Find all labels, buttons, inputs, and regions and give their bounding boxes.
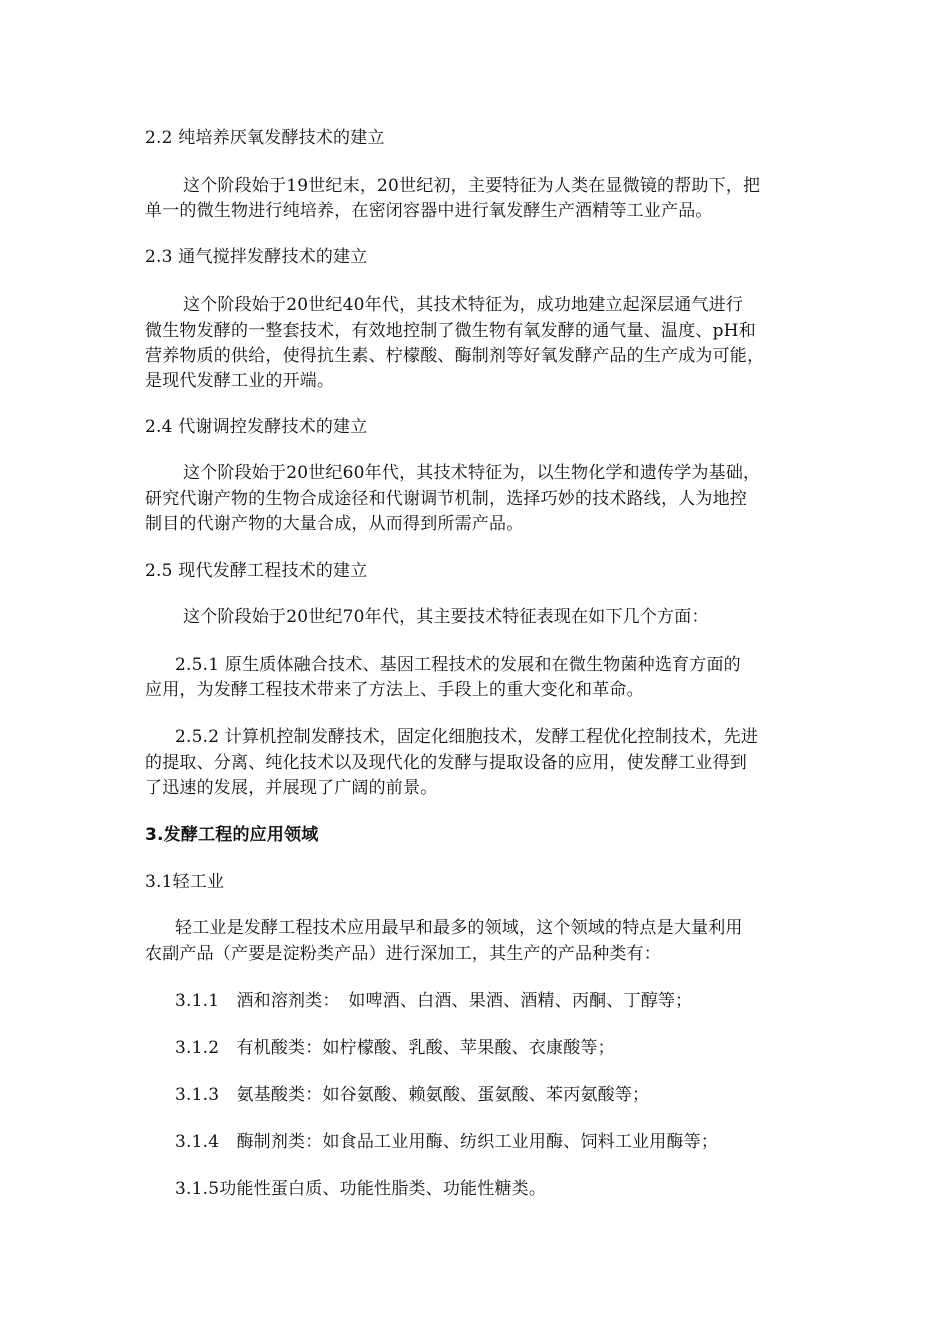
list-item: 3.1.3 氨基酸类：如谷氨酸、赖氨酸、蛋氨酸、苯丙氨酸等；: [175, 1085, 650, 1105]
list-item: 3.1.1 酒和溶剂类： 如啤酒、白酒、果酒、酒精、丙酮、丁醇等；: [175, 991, 693, 1011]
list-item: 3.1.4 酶制剂类：如食品工业用酶、纺织工业用酶、饲料工业用酶等；: [175, 1132, 719, 1152]
paragraph-line: 这个阶段始于19世纪末，20世纪初，主要特征为人类在显微镜的帮助下，把: [183, 176, 761, 196]
list-item: 3.1.2 有机酸类：如柠檬酸、乳酸、苹果酸、衣康酸等；: [175, 1038, 615, 1058]
paragraph-line: 研究代谢产物的生物合成途径和代谢调节机制，选择巧妙的技术路线，人为地控: [145, 489, 747, 509]
paragraph-line: 这个阶段始于20世纪70年代，其主要技术特征表现在如下几个方面：: [183, 607, 709, 627]
list-item: 3.1.5功能性蛋白质、功能性脂类、功能性糖类。: [175, 1179, 547, 1199]
paragraph-line: 农副产品（产要是淀粉类产品）进行深加工，其生产的产品种类有：: [145, 944, 661, 964]
paragraph-line: 2.5.2 计算机控制发酵技术，固定化细胞技术，发酵工程优化控制技术，先进: [175, 727, 759, 747]
section-heading-3: 3.发酵工程的应用领域: [145, 825, 319, 845]
section-heading-2-2: 2.2 纯培养厌氧发酵技术的建立: [145, 128, 385, 148]
paragraph-line: 单一的微生物进行纯培养，在密闭容器中进行氧发酵生产酒精等工业产品。: [145, 201, 713, 221]
paragraph-line: 2.5.1 原生质体融合技术、基因工程技术的发展和在微生物菌种选育方面的: [175, 655, 741, 675]
paragraph-line: 微生物发酵的一整套技术，有效地控制了微生物有氧发酵的通气量、温度、pH和: [145, 321, 756, 341]
paragraph-line: 是现代发酵工业的开端。: [145, 371, 335, 391]
paragraph-line: 应用，为发酵工程技术带来了方法上、手段上的重大变化和革命。: [145, 680, 644, 700]
paragraph-line: 这个阶段始于20世纪40年代，其技术特征为，成功地建立起深层通气进行: [183, 295, 744, 315]
paragraph-line: 了迅速的发展，并展现了广阔的前景。: [145, 778, 438, 798]
section-heading-2-4: 2.4 代谢调控发酵技术的建立: [145, 417, 368, 437]
paragraph-line: 营养物质的供给，使得抗生素、柠檬酸、酶制剂等好氧发酵产品的生产成为可能，: [145, 346, 765, 366]
section-heading-2-3: 2.3 通气搅拌发酵技术的建立: [145, 247, 368, 267]
paragraph-line: 的提取、分离、纯化技术以及现代化的发酵与提取设备的应用，使发酵工业得到: [145, 753, 747, 773]
paragraph-line: 制目的代谢产物的大量合成，从而得到所需产品。: [145, 514, 524, 534]
section-heading-2-5: 2.5 现代发酵工程技术的建立: [145, 561, 368, 581]
paragraph-line: 轻工业是发酵工程技术应用最早和最多的领域，这个领域的特点是大量利用: [175, 918, 743, 938]
paragraph-line: 这个阶段始于20世纪60年代，其技术特征为，以生物化学和遗传学为基础，: [183, 463, 761, 483]
section-heading-3-1: 3.1轻工业: [145, 872, 225, 892]
